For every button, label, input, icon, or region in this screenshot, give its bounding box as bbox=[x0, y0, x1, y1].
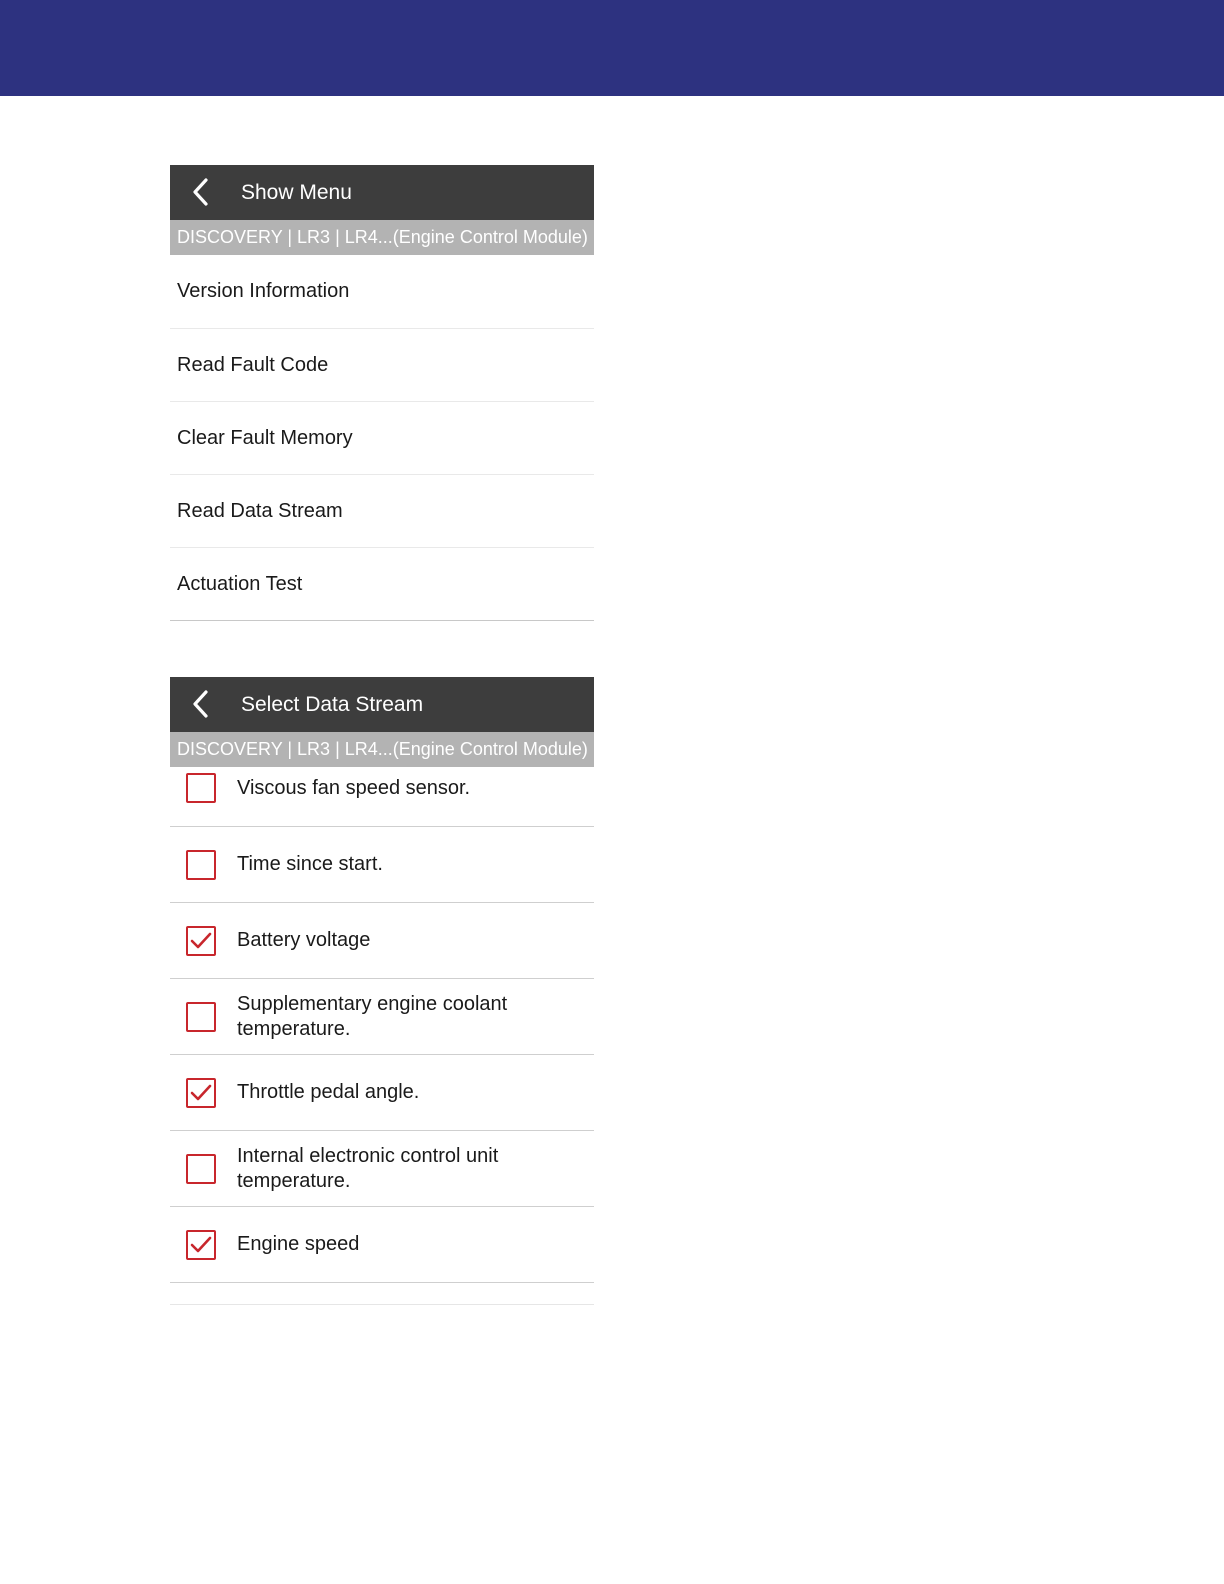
menu-list bbox=[170, 255, 594, 621]
checkbox[interactable] bbox=[186, 1154, 216, 1184]
checkbox[interactable] bbox=[186, 1230, 216, 1260]
checkbox[interactable] bbox=[186, 926, 216, 956]
back-button[interactable] bbox=[184, 173, 218, 211]
menu-item-label: Version Information bbox=[177, 280, 350, 302]
select-data-stream-panel bbox=[170, 677, 594, 1305]
show-menu-header bbox=[170, 165, 594, 220]
stream-item-label: Throttle pedal angle. bbox=[237, 1081, 420, 1103]
stream-item-label: Time since start. bbox=[237, 853, 383, 875]
data-stream-list bbox=[170, 767, 594, 1283]
chevron-left-icon bbox=[191, 689, 211, 719]
stream-item-viscous-fan-speed[interactable] bbox=[170, 767, 594, 827]
menu-item-read-fault-code[interactable] bbox=[170, 329, 594, 402]
stream-item-battery-voltage[interactable] bbox=[170, 903, 594, 979]
back-button[interactable] bbox=[184, 685, 218, 723]
stream-item-throttle-pedal-angle[interactable] bbox=[170, 1055, 594, 1131]
stream-item-time-since-start[interactable] bbox=[170, 827, 594, 903]
page-title: Select Data Stream bbox=[241, 693, 424, 716]
menu-item-read-data-stream[interactable] bbox=[170, 475, 594, 548]
chevron-left-icon bbox=[191, 177, 211, 207]
stream-item-label: Viscous fan speed sensor. bbox=[237, 777, 471, 799]
menu-item-clear-fault-memory[interactable] bbox=[170, 402, 594, 475]
stream-item-engine-speed[interactable] bbox=[170, 1207, 594, 1283]
checkbox[interactable] bbox=[186, 850, 216, 880]
checkmark-icon bbox=[190, 1236, 212, 1254]
stream-item-supplementary-coolant-temp[interactable] bbox=[170, 979, 594, 1055]
menu-item-version-information[interactable] bbox=[170, 255, 594, 329]
checkbox[interactable] bbox=[186, 1078, 216, 1108]
stream-item-label: Battery voltage bbox=[237, 929, 371, 951]
menu-item-label: Clear Fault Memory bbox=[177, 426, 353, 449]
breadcrumb: DISCOVERY | LR3 | LR4...(Engine Control Module) bbox=[170, 732, 594, 767]
breadcrumb: DISCOVERY | LR3 | LR4...(Engine Control Module) bbox=[170, 220, 594, 255]
stream-item-label: Supplementary engine coolant temperature. bbox=[237, 992, 508, 1040]
show-menu-panel bbox=[170, 165, 594, 621]
top-banner bbox=[0, 0, 1224, 96]
checkmark-icon bbox=[190, 932, 212, 950]
menu-item-actuation-test[interactable] bbox=[170, 548, 594, 621]
page-title: Show Menu bbox=[241, 181, 352, 204]
stream-item-label: Internal electronic control unit temperature. bbox=[237, 1144, 499, 1192]
stream-item-label: Engine speed bbox=[237, 1233, 360, 1255]
checkbox[interactable] bbox=[186, 773, 216, 803]
list-end-divider bbox=[170, 1283, 594, 1305]
stream-item-internal-ecu-temp[interactable] bbox=[170, 1131, 594, 1207]
checkmark-icon bbox=[190, 1084, 212, 1102]
menu-item-label: Actuation Test bbox=[177, 572, 303, 595]
menu-item-label: Read Data Stream bbox=[177, 499, 343, 522]
select-data-stream-header bbox=[170, 677, 594, 732]
menu-item-label: Read Fault Code bbox=[177, 353, 329, 376]
checkbox[interactable] bbox=[186, 1002, 216, 1032]
